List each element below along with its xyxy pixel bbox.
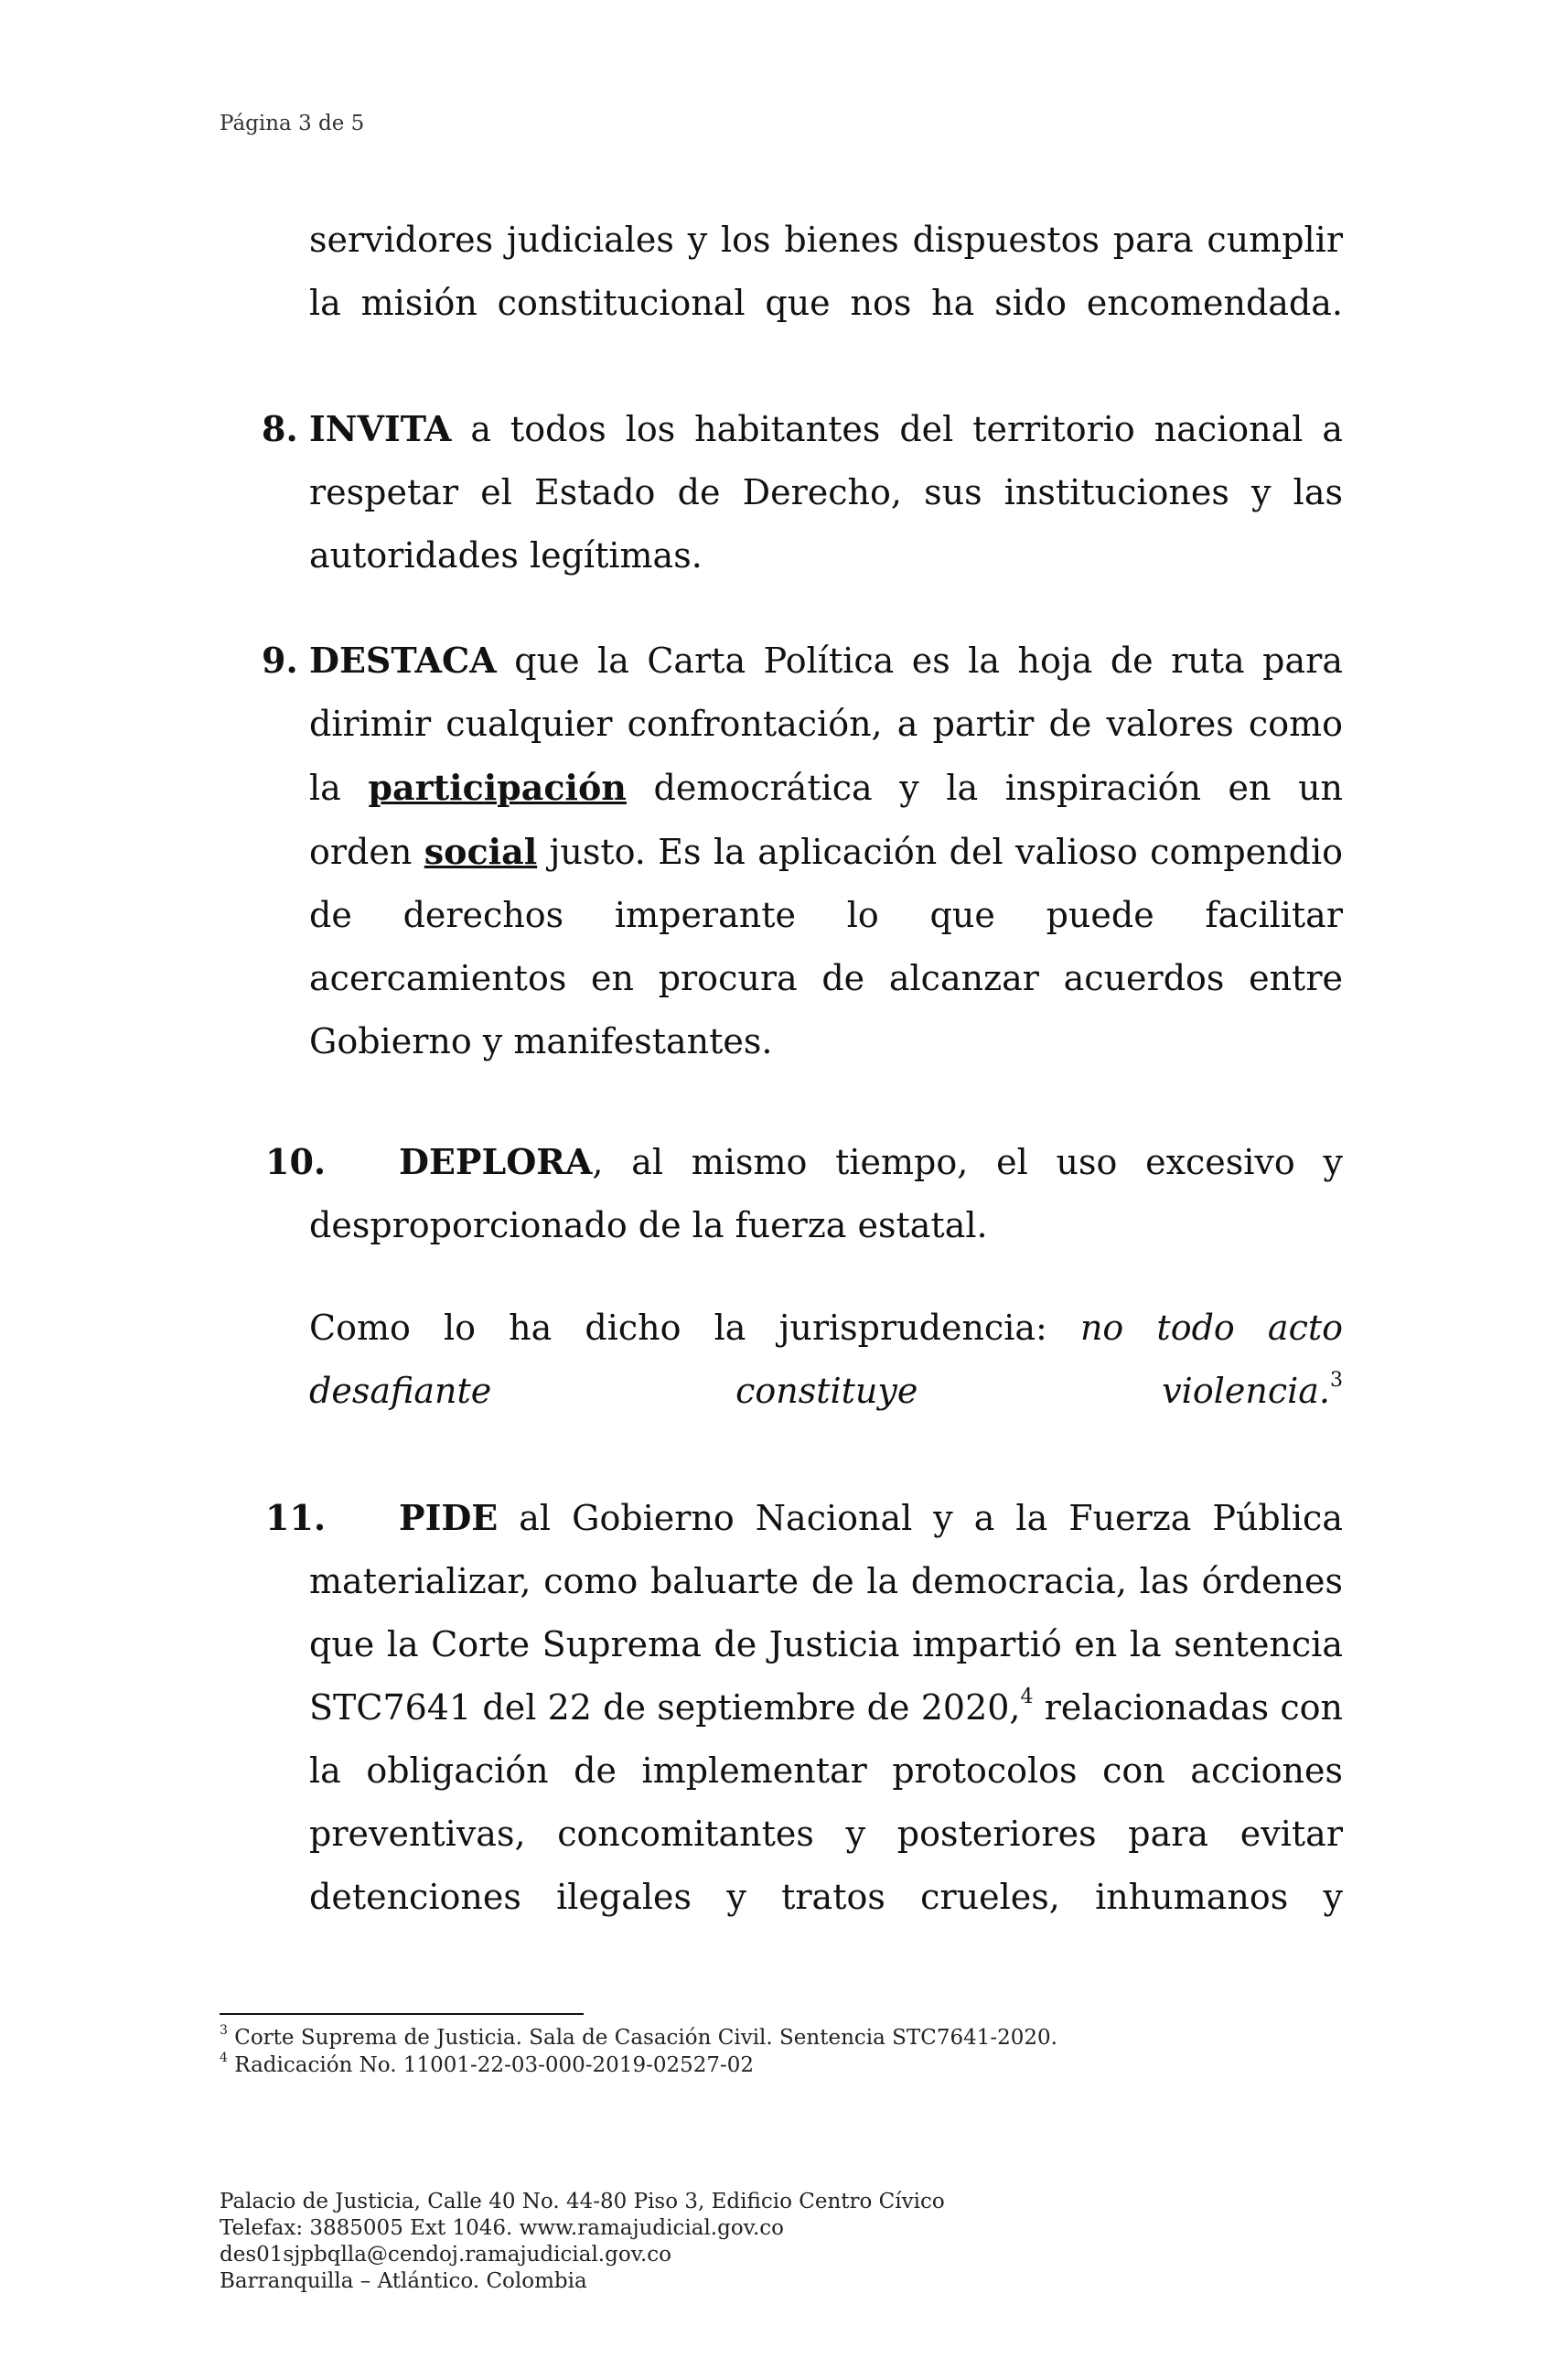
footnote-3-number: 3 bbox=[220, 2023, 228, 2039]
footnote-3 bbox=[220, 2024, 1057, 2052]
item-11-text-2: relacionadas con la obligación de implementar protocolos con acciones preventivas, concomitantes y posteriores para evitar detenciones ilegales y tratos crueles, inhumanos y bbox=[309, 1687, 1343, 1917]
jurisprudence-quote-paragraph bbox=[309, 1297, 1343, 1423]
item-11-text-1: al Gobierno Nacional y a la Fuerza Pública materializar, como baluarte de la democracia, las órdenes que la Corte Suprema de Justicia impartió en la sentencia STC7641 del 22 de septiembre de 2020, bbox=[309, 1498, 1343, 1728]
item-9-text-1: que la Carta Política es la hoja de ruta para dirimir cualquier confrontación, a partir de valores como la bbox=[309, 641, 1343, 808]
item-9-text-2: democrática y la inspiración en un orden bbox=[309, 768, 1344, 872]
footnote-3-text: Corte Suprema de Justicia. Sala de Casación Civil. Sentencia STC7641-2020. bbox=[227, 2026, 1057, 2050]
item-9-verb: DESTACA bbox=[309, 640, 497, 681]
participacion-underlined: participación bbox=[368, 767, 627, 808]
footer-city: Barranquilla – Atlántico. Colombia bbox=[220, 2269, 587, 2293]
item-8-number: 8. bbox=[262, 408, 298, 449]
quote-text: no todo acto desafiante constituye violencia. bbox=[309, 1308, 1344, 1411]
footnote-ref-4: 4 bbox=[1020, 1685, 1034, 1709]
item-11-paragraph bbox=[309, 1486, 1343, 1929]
item-11-number: 11. bbox=[265, 1497, 327, 1538]
item-9-number: 9. bbox=[262, 640, 298, 681]
quote-intro: Como lo ha dicho la jurisprudencia: bbox=[309, 1308, 1080, 1348]
footnote-separator bbox=[220, 2013, 584, 2015]
page-number: Página 3 de 5 bbox=[220, 112, 365, 135]
item-9-text-3: justo. Es la aplicación del valioso compendio de derechos imperante lo que puede facilitar acercamientos en procura de alcanzar acuerdos entre Gobierno y manifestantes. bbox=[309, 832, 1343, 1061]
page-footer bbox=[220, 2189, 945, 2295]
item-8-verb: INVITA bbox=[309, 408, 452, 449]
footnote-4-text: Radicación No. 11001-22-03-000-2019-02527-02 bbox=[227, 2053, 755, 2077]
item-8-paragraph bbox=[309, 397, 1343, 587]
social-underlined: social bbox=[424, 831, 538, 872]
footer-address: Palacio de Justicia, Calle 40 No. 44-80 Piso 3, Edificio Centro Cívico bbox=[220, 2190, 945, 2213]
footnotes bbox=[220, 2024, 1057, 2079]
item-10-verb: DEPLORA bbox=[399, 1141, 593, 1182]
continuation-paragraph: servidores judiciales y los bienes dispuestos para cumplir la misión constitucional que nos ha sido encomendada. bbox=[309, 220, 1343, 323]
item-10-text: , al mismo tiempo, el uso excesivo y desproporcionado de la fuerza estatal. bbox=[309, 1142, 1343, 1245]
footnote-4-number: 4 bbox=[220, 2051, 228, 2066]
item-8-text: a todos los habitantes del territorio nacional a respetar el Estado de Derecho, sus instituciones y las autoridades legítimas. bbox=[309, 409, 1343, 576]
footnote-ref-3: 3 bbox=[1330, 1369, 1343, 1393]
footer-telefax: Telefax: 3885005 Ext 1046. www.ramajudicial.gov.co bbox=[220, 2216, 784, 2240]
item-10-paragraph bbox=[309, 1130, 1343, 1257]
item-10-number: 10. bbox=[265, 1141, 327, 1182]
item-9-paragraph bbox=[309, 629, 1343, 1073]
footnote-4 bbox=[220, 2052, 1057, 2079]
footer-email: des01sjpbqlla@cendoj.ramajudicial.gov.co bbox=[220, 2243, 671, 2267]
item-11-verb: PIDE bbox=[399, 1497, 499, 1538]
